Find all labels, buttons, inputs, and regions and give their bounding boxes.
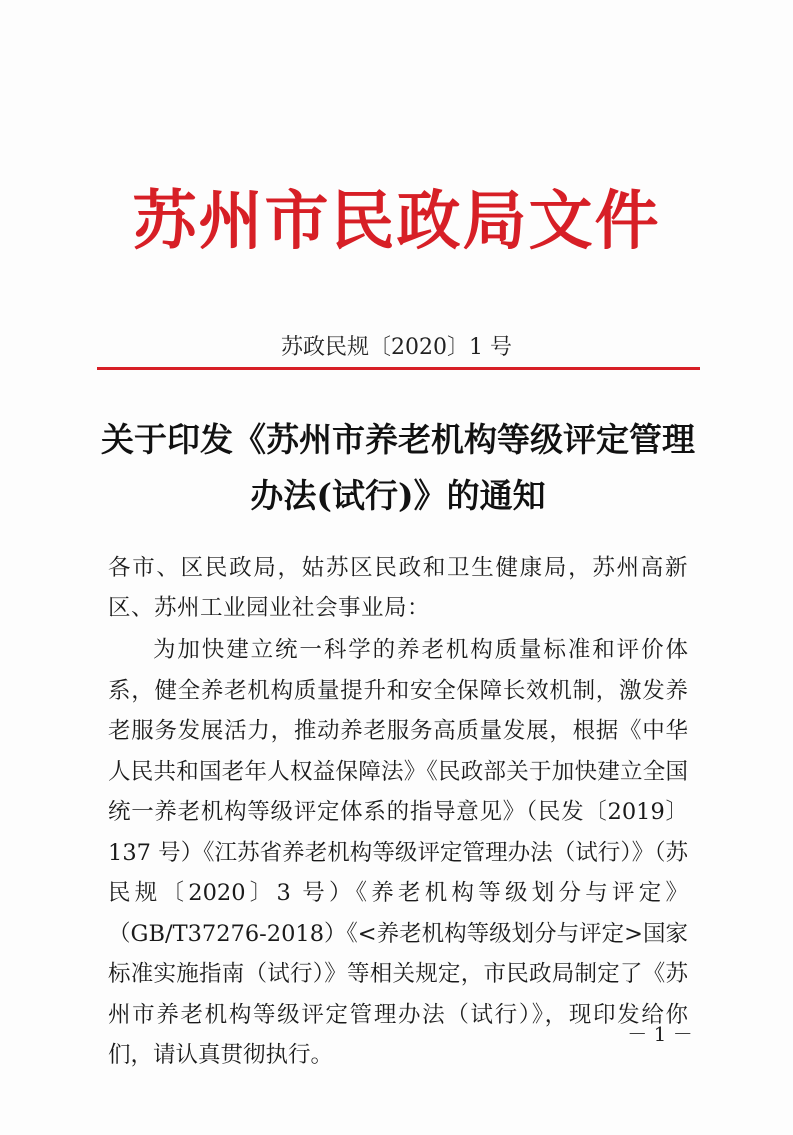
page-number: － 1 － [627,1022,693,1046]
salutation-paragraph: 各市、区民政局，姑苏区民政和卫生健康局，苏州高新区、苏州工业园业社会事业局： [108,555,688,621]
body-paragraph: 为加快建立统一科学的养老机构质量标准和评价体系，健全养老机构质量提升和安全保障长效机制，激发养老服务发展活力，推动养老服务高质量发展，根据《中华人民共和国老年人权益保障法》《民政部关于加快建立全国统一养老机构等级评定体系的指导意见》（民发〔2019〕137 号）《江苏省养老机构等级评定管理办法（试行）》（苏民规〔2020〕3 号）《养老机构等级划分与评定》（GB/T37276-2018）《<养老机构等级划分与评定>国家标准实施指南（试行）》等相关规定，市民政局制定了《苏州市养老机构等级评定管理办法（试行）》，现印发给你们，请认真贯彻执行。 [108,637,688,1068]
red-divider-line [97,367,700,370]
agency-header-title: 苏州市民政局文件 [132,184,661,259]
document-number: 苏政民规〔2020〕1 号 [281,335,512,360]
notice-title: 关于印发《苏州市养老机构等级评定管理办法(试行)》的通知 [101,420,695,515]
